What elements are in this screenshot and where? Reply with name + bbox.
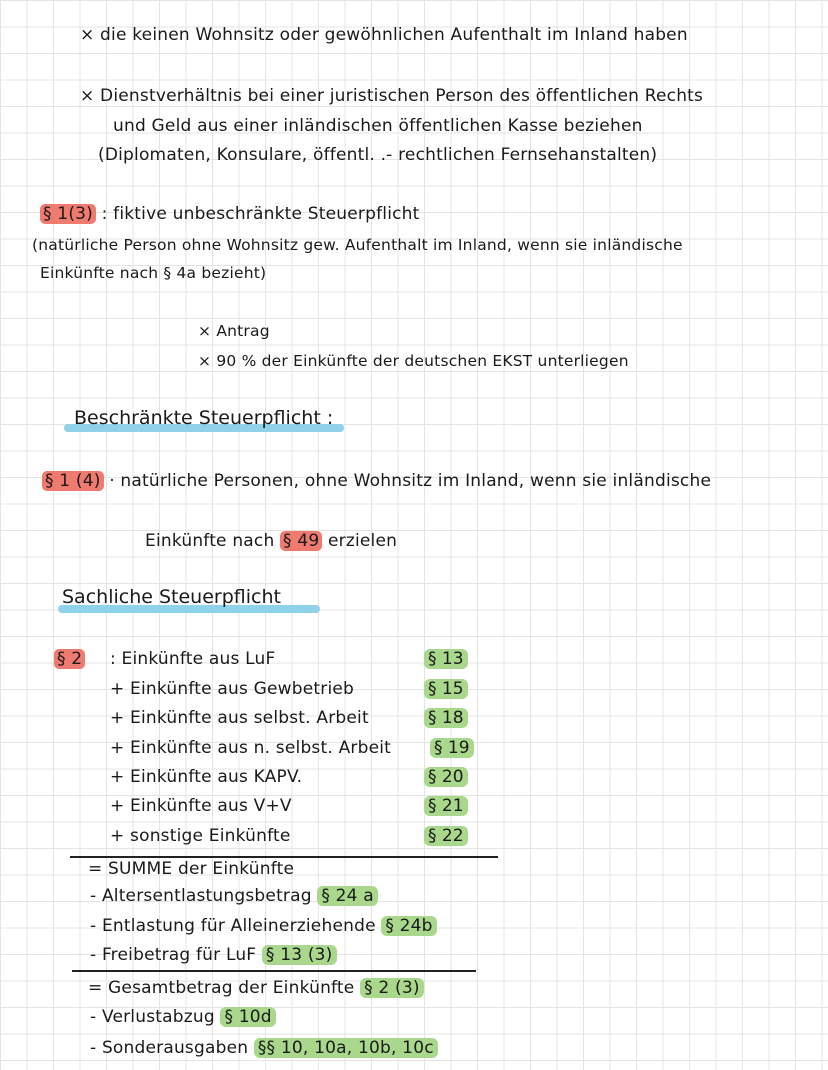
paragraph-ref-13: § 13 [424, 648, 468, 670]
einkunftsart-selbst: + Einkünfte aus selbst. Arbeit [110, 708, 369, 728]
beschraenkt-line-2 [145, 530, 397, 552]
sonderausgaben-line: - Sonderausgaben §§ 10, 10a, 10b, 10c [90, 1037, 438, 1059]
sachlich-heading: Sachliche Steuerpflicht [62, 586, 281, 608]
einkunftsart-nichtselbst: + Einkünfte aus n. selbst. Arbeit [110, 738, 392, 758]
paragraph-ref-2-3: § 2 (3) [360, 978, 424, 998]
paragraph-ref-21: § 21 [424, 795, 468, 817]
paragraph-ref-1-3: § 1(3) [40, 204, 96, 224]
fiktive-bullet-90-prozent: × 90 % der Einkünfte der deutschen EKST unterliegen [198, 352, 629, 370]
gesamtbetrag-line: = Gesamtbetrag der Einkünfte § 2 (3) [88, 977, 424, 999]
paragraph-ref-24b: § 24b [381, 916, 436, 936]
paragraph-ref-22: § 22 [424, 825, 468, 847]
summe-einkuenfte: = SUMME der Einkünfte [88, 859, 295, 879]
einkunftsart-kapv: + Einkünfte aus KAPV. [110, 767, 303, 787]
einkunftsart-gewerbe: + Einkünfte aus Gewbetrieb [110, 679, 355, 699]
sachlich-ref [54, 648, 85, 670]
beschraenkt-heading: Beschränkte Steuerpflicht : [74, 407, 334, 429]
paragraph-ref-24a: § 24 a [317, 886, 378, 906]
einkunftsart-luf: : Einkünfte aus LuF [110, 649, 276, 669]
entlastung-alleinerziehende-line: - Entlastung für Alleinerziehende § 24b [90, 915, 437, 937]
beschraenkt-text2-pre: Einkünfte nach [145, 531, 275, 551]
paragraph-ref-18: § 18 [424, 707, 468, 729]
beschraenkt-text: · natürliche Personen, ohne Wohnsitz im Inland, wenn sie inländische [109, 471, 712, 491]
paragraph-ref-2: § 2 [54, 649, 85, 669]
beschraenkt-text2-post: erzielen [328, 531, 398, 551]
fiktive-header [40, 203, 420, 225]
note-line-dienstverhaeltnis: × Dienstverhältnis bei einer juristischen Person des öffentlichen Rechts [80, 86, 704, 106]
einkunftsart-vuv: + Einkünfte aus V+V [110, 796, 292, 816]
paragraph-ref-10-10c: §§ 10, 10a, 10b, 10c [254, 1038, 438, 1058]
paragraph-ref-15: § 15 [424, 678, 468, 700]
einkunftsart-sonstige: + sonstige Einkünfte [110, 826, 291, 846]
paragraph-ref-20: § 20 [424, 766, 468, 788]
freibetrag-luf-line: - Freibetrag für LuF § 13 (3) [90, 944, 337, 966]
fiktive-title: : fiktive unbeschränkte Steuerpflicht [101, 204, 420, 224]
paragraph-ref-13-3: § 13 (3) [262, 945, 337, 965]
paragraph-ref-10d: § 10d [220, 1007, 275, 1027]
paragraph-ref-1-4: § 1 (4) [42, 471, 104, 491]
fiktive-bullet-antrag: × Antrag [198, 322, 270, 340]
paragraph-ref-19: § 19 [430, 737, 474, 759]
note-line-wohnsitz: × die keinen Wohnsitz oder gewöhnlichen Aufenthalt im Inland haben [80, 25, 688, 45]
paragraph-ref-49: § 49 [280, 531, 322, 551]
verlustabzug-line: - Verlustabzug § 10d [90, 1006, 276, 1028]
gesamt-divider [72, 970, 476, 972]
fiktive-line-1: (natürliche Person ohne Wohnsitz gew. Aufenthalt im Inland, wenn sie inländische [32, 236, 683, 254]
altersentlastung-line: - Altersentlastungsbetrag § 24 a [90, 885, 378, 907]
note-line-oeffentliche-kasse: und Geld aus einer inländischen öffentlichen Kasse beziehen [113, 116, 643, 136]
beschraenkt-line-1 [42, 470, 711, 492]
fiktive-line-2: Einkünfte nach § 4a bezieht) [40, 264, 267, 282]
note-line-diplomaten: (Diplomaten, Konsulare, öffentl. .- rechtlichen Fernsehanstalten) [98, 145, 658, 165]
